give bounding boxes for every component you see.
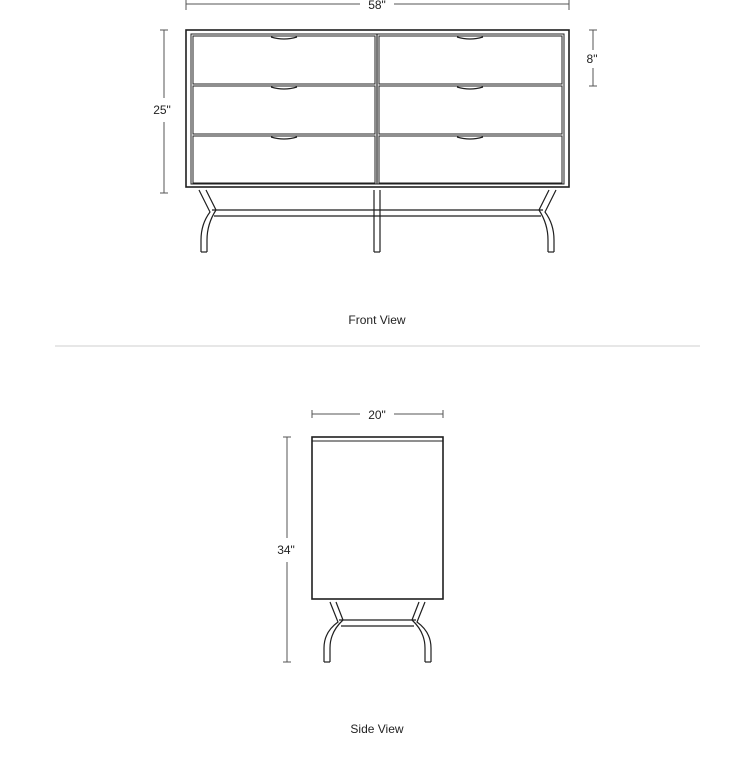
- drawer-pull: [271, 37, 297, 39]
- dresser-front-body: [186, 30, 569, 187]
- front-width-dimension: [186, 0, 569, 12]
- drawer-height-label: 8": [586, 52, 598, 66]
- drawer: [193, 136, 375, 183]
- drawer-pull: [457, 87, 483, 89]
- side-depth-label: 20": [368, 408, 386, 422]
- front-width-label: 58": [368, 0, 386, 12]
- drawer: [193, 86, 375, 134]
- drawer: [193, 36, 375, 84]
- drawer: [379, 36, 562, 84]
- front-height-dimension: [153, 30, 171, 193]
- side-view-caption: Side View: [350, 722, 404, 736]
- front-view: [153, 0, 597, 327]
- drawer-pull: [271, 87, 297, 89]
- side-depth-dimension: [312, 408, 443, 422]
- front-view-caption: Front View: [348, 313, 406, 327]
- side-height-dimension: [277, 437, 295, 662]
- drawer: [379, 136, 562, 183]
- drawer-pull: [457, 37, 483, 39]
- drawer-pull: [271, 137, 297, 139]
- dresser-front-base: [199, 190, 556, 252]
- dresser-side-base: [324, 602, 431, 662]
- side-height-label: 34": [277, 543, 295, 557]
- dresser-side-body: [312, 437, 443, 599]
- drawer-height-dimension: [587, 30, 598, 86]
- drawer-pull: [457, 137, 483, 139]
- side-view: [277, 408, 443, 736]
- drawer: [379, 86, 562, 134]
- front-height-label: 25": [153, 103, 171, 117]
